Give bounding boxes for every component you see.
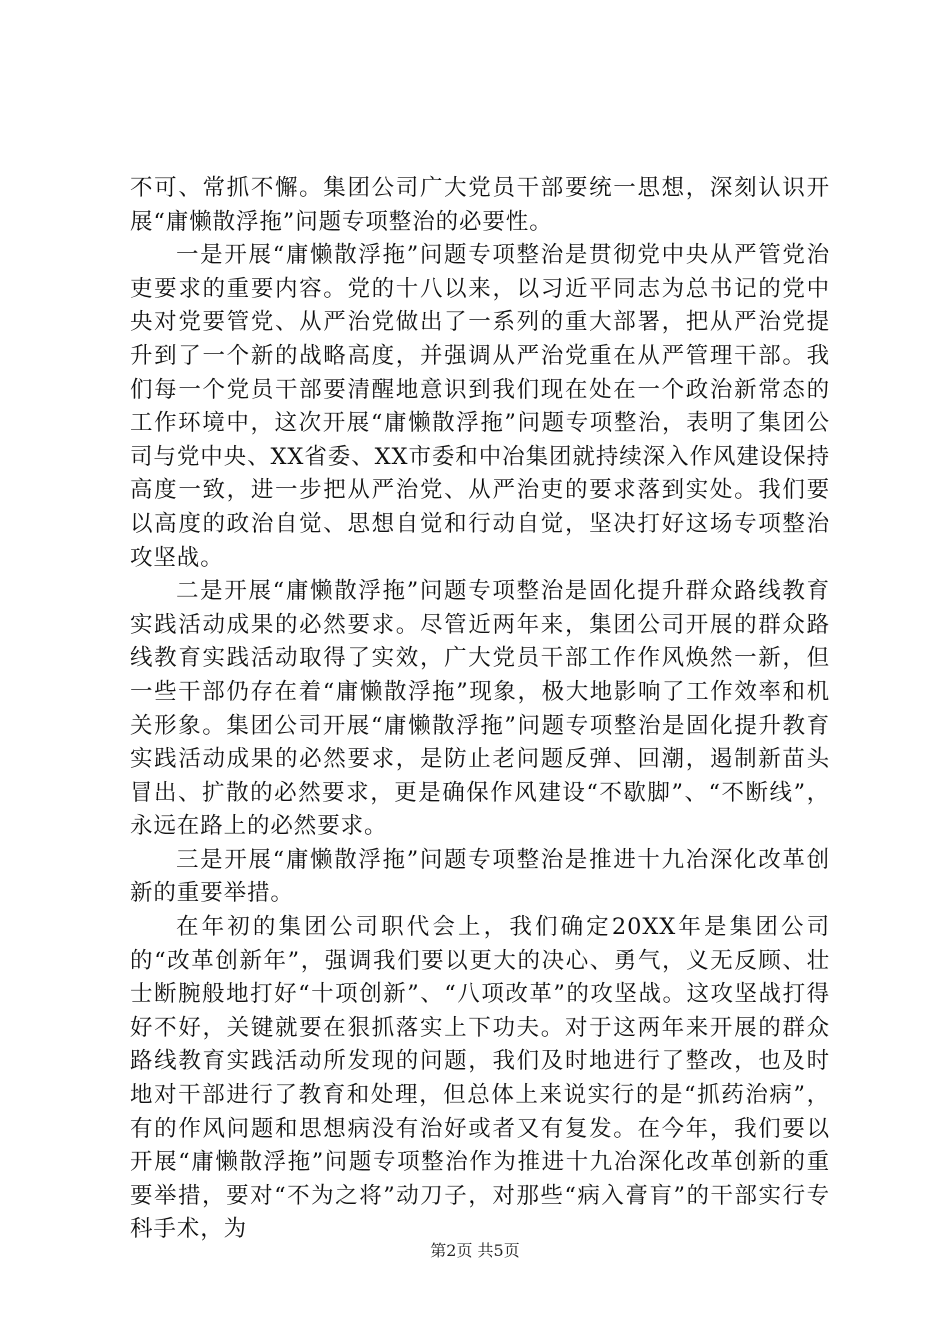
document-body: [130, 172, 830, 1247]
paragraph-2: 一是开展“庸懒散浮拖”问题专项整治是贯彻党中央从严管党治吏要求的重要内容。党的十八以来，以习近平同志为总书记的党中央对党要管党、从严治党做出了一系列的重大部署，把从严治党提升到了一个新的战略高度，并强调从严治党重在从严管理干部。我们每一个党员干部要清醒地意识到我们现在处在一个政治新常态的工作环境中，这次开展“庸懒散浮拖”问题专项整治，表明了集团公司与党中央、XX省委、XX市委和中冶集团就持续深入作风建设保持高度一致，进一步把从严治党、从严治吏的要求落到实处。我们要以高度的政治自觉、思想自觉和行动自觉，坚决打好这场专项整治攻坚战。: [130, 242, 830, 571]
page-footer: 第2页 共5页: [430, 1241, 520, 1260]
paragraph-3: 二是开展“庸懒散浮拖”问题专项整治是固化提升群众路线教育实践活动成果的必然要求。尽管近两年来，集团公司开展的群众路线教育实践活动取得了实效，广大党员干部工作作风焕然一新，但一些干部仍存在着“庸懒散浮拖”现象，极大地影响了工作效率和机关形象。集团公司开展“庸懒散浮拖”问题专项整治是固化提升教育实践活动成果的必然要求，是防止老问题反弹、回潮，遏制新苗头冒出、扩散的必然要求，更是确保作风建设“不歇脚”、“不断线”，永远在路上的必然要求。: [130, 578, 830, 840]
paragraph-5: 在年初的集团公司职代会上，我们确定20XX年是集团公司的“改革创新年”，强调我们要以更大的决心、勇气，义无反顾、壮士断腕般地打好“十项创新”、“八项改革”的攻坚战。这攻坚战打得好不好，关键就要在狠抓落实上下功夫。对于这两年来开展的群众路线教育实践活动所发现的问题，我们及时地进行了整改，也及时地对干部进行了教育和处理，但总体上来说实行的是“抓药治病”，有的作风问题和思想病没有治好或者又有复发。在今年，我们要以开展“庸懒散浮拖”问题专项整治作为推进十九冶深化改革创新的重要举措，要对“不为之将”动刀子，对那些“病入膏肓”的干部实行专科手术，为: [130, 914, 830, 1243]
paragraph-1: 不可、常抓不懈。集团公司广大党员干部要统一思想，深刻认识开展“庸懒散浮拖”问题专项整治的必要性。: [130, 175, 830, 235]
paragraph-4: 三是开展“庸懒散浮拖”问题专项整治是推进十九冶深化改革创新的重要举措。: [130, 846, 830, 907]
